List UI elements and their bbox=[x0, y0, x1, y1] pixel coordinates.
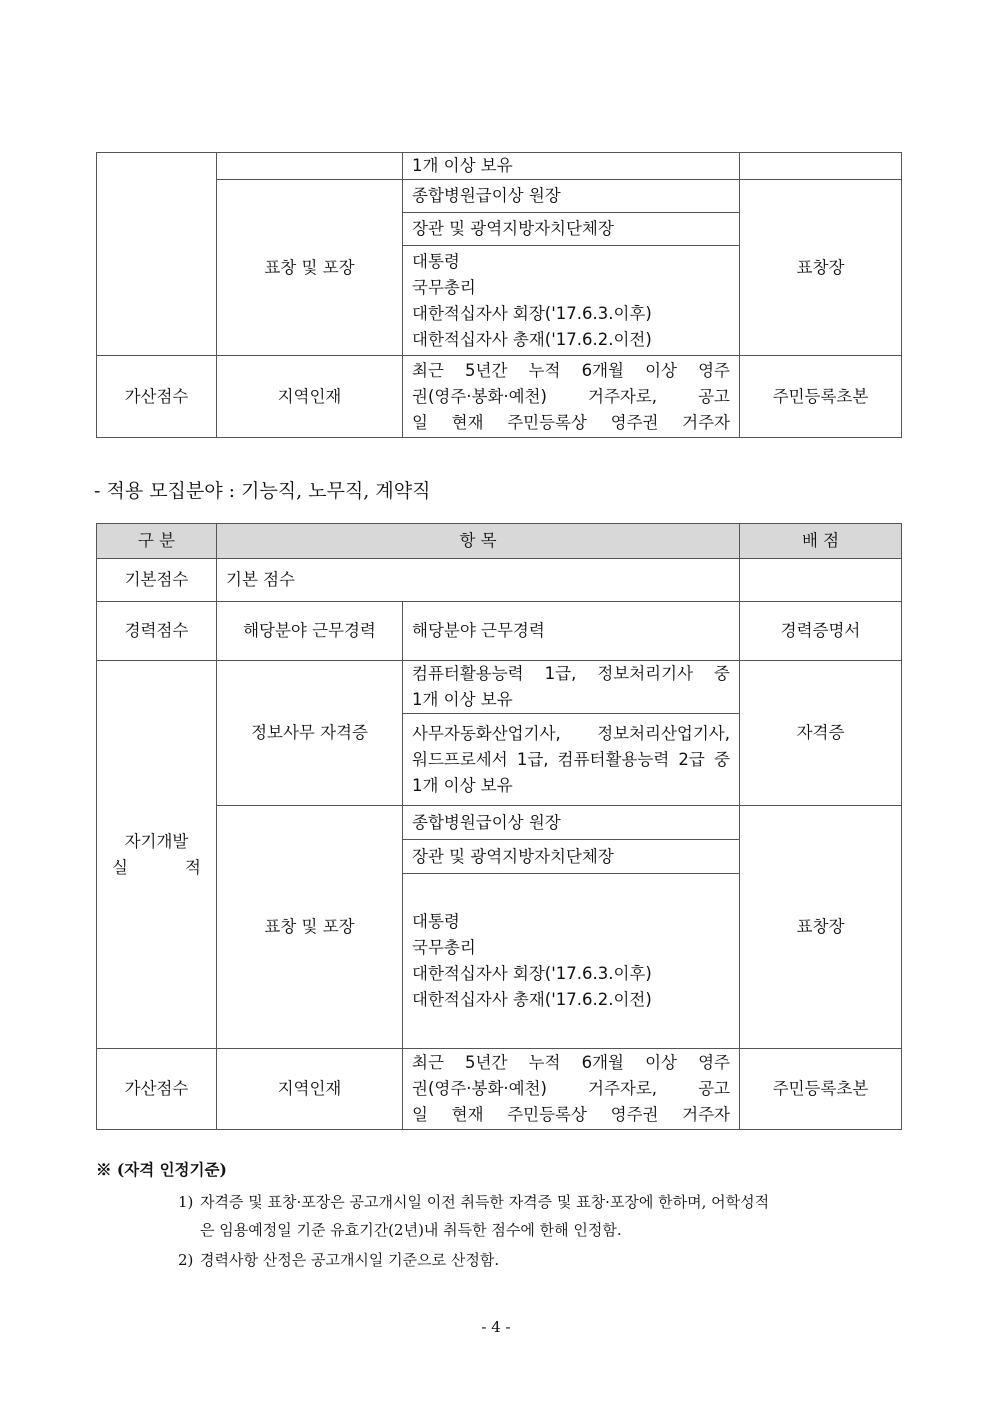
item-cell: 1개 이상 보유 bbox=[403, 153, 740, 180]
table-continued bbox=[96, 152, 902, 438]
bonus-doc: 주민등록초본 bbox=[740, 1049, 902, 1130]
bonus-item-cell: 지역인재 bbox=[217, 356, 403, 438]
info-item1-line: 컴퓨터활용능력 1급, 정보처리기사 중 bbox=[412, 664, 730, 683]
note-text: 자격증 및 표창·포장은 공고개시일 이전 취득한 자격증 및 표창·포장에 한하며, 어학성적 bbox=[200, 1193, 770, 1211]
career-doc: 경력증명서 bbox=[740, 602, 902, 661]
basic-item: 기본 점수 bbox=[217, 559, 740, 602]
note-item-2 bbox=[178, 1246, 900, 1274]
bonus-doc-cell: 주민등록초본 bbox=[740, 356, 902, 438]
award-line: 대통령 bbox=[412, 251, 460, 271]
score-table bbox=[96, 523, 902, 1130]
header-score: 배 점 bbox=[740, 524, 902, 559]
basic-doc bbox=[740, 559, 902, 602]
bonus-category: 가산점수 bbox=[97, 1049, 217, 1130]
award-group-cell: 표창 및 포장 bbox=[217, 180, 403, 356]
section-subtitle: - 적용 모집분야 : 기능직, 노무직, 계약직 bbox=[94, 480, 431, 502]
note-text-continued: 은 임용예정일 기준 유효기간(2년)내 취득한 점수에 한해 인정함. bbox=[200, 1221, 622, 1239]
note-number: 2) bbox=[178, 1251, 194, 1269]
note-item-1 bbox=[178, 1188, 900, 1244]
award-item-minister: 장관 및 광역지방자치단체장 bbox=[403, 213, 740, 246]
award-item-minister: 장관 및 광역지방자치단체장 bbox=[403, 840, 740, 874]
header-category: 구 분 bbox=[97, 524, 217, 559]
basic-category: 기본점수 bbox=[97, 559, 217, 602]
selfdev-category bbox=[97, 661, 217, 1049]
note-number: 1) bbox=[178, 1193, 194, 1211]
group-cell-continued bbox=[217, 153, 403, 180]
bonus-desc-cell bbox=[403, 356, 740, 438]
doc-cell-continued bbox=[740, 153, 902, 180]
info-item2-line: 사무자동화산업기사, 정보처리산업기사, bbox=[412, 723, 730, 743]
award-doc-cell: 표창장 bbox=[740, 180, 902, 356]
award-item-hospital: 종합병원급이상 원장 bbox=[403, 180, 740, 213]
bonus-category-cell: 가산점수 bbox=[97, 356, 217, 438]
bonus-desc-line: 최근 5년간 누적 6개월 이상 영주 bbox=[412, 360, 730, 380]
info-item1 bbox=[403, 661, 740, 714]
career-item: 해당분야 근무경력 bbox=[217, 602, 403, 661]
info-item2-line: 워드프로세서 1급, 컴퓨터활용능력 2급 중 bbox=[412, 749, 730, 769]
note-text: 경력사항 산정은 공고개시일 기준으로 산정함. bbox=[200, 1251, 500, 1269]
header-item: 항 목 bbox=[217, 524, 740, 559]
award-line: 대한적십자사 회장('17.6.3.이후) bbox=[412, 964, 652, 983]
page-number: - 4 - bbox=[481, 1318, 511, 1336]
selfdev-category-line2: 실 적 bbox=[112, 857, 201, 877]
bonus-desc-line: 권(영주·봉화·예천) 거주자로, 공고 bbox=[412, 386, 730, 406]
career-detail: 해당분야 근무경력 bbox=[403, 602, 740, 661]
award-line: 대통령 bbox=[412, 912, 460, 931]
category-cell-continued bbox=[97, 153, 217, 356]
award-line: 대한적십자사 총재('17.6.2.이전) bbox=[412, 329, 652, 349]
info-item2 bbox=[403, 714, 740, 806]
award-line: 대한적십자사 총재('17.6.2.이전) bbox=[412, 990, 652, 1009]
award-item-multi bbox=[403, 246, 740, 356]
bonus-desc bbox=[403, 1049, 740, 1130]
notes-title: ※ (자격 인정기준) bbox=[96, 1160, 227, 1179]
award-item-multi bbox=[403, 874, 740, 1049]
bonus-desc-line: 최근 5년간 누적 6개월 이상 영주 bbox=[412, 1053, 730, 1072]
award-doc: 표창장 bbox=[740, 806, 902, 1049]
selfdev-category-line1: 자기개발 bbox=[124, 831, 189, 851]
award-group: 표창 및 포장 bbox=[217, 806, 403, 1049]
info-doc: 자격증 bbox=[740, 661, 902, 806]
bonus-desc-line: 일 현재 주민등록상 영주권 거주자 bbox=[412, 412, 730, 432]
bonus-item: 지역인재 bbox=[217, 1049, 403, 1130]
bonus-desc-line: 일 현재 주민등록상 영주권 거주자 bbox=[412, 1105, 730, 1124]
award-item-hospital: 종합병원급이상 원장 bbox=[403, 806, 740, 840]
bonus-desc-line: 권(영주·봉화·예천) 거주자로, 공고 bbox=[412, 1079, 730, 1098]
info-item2-line: 1개 이상 보유 bbox=[412, 775, 513, 795]
award-line: 대한적십자사 회장('17.6.3.이후) bbox=[412, 303, 652, 323]
info-group: 정보사무 자격증 bbox=[217, 661, 403, 806]
award-line: 국무총리 bbox=[412, 277, 476, 297]
career-category: 경력점수 bbox=[97, 602, 217, 661]
info-item1-line: 1개 이상 보유 bbox=[412, 690, 513, 709]
award-line: 국무총리 bbox=[412, 938, 476, 957]
